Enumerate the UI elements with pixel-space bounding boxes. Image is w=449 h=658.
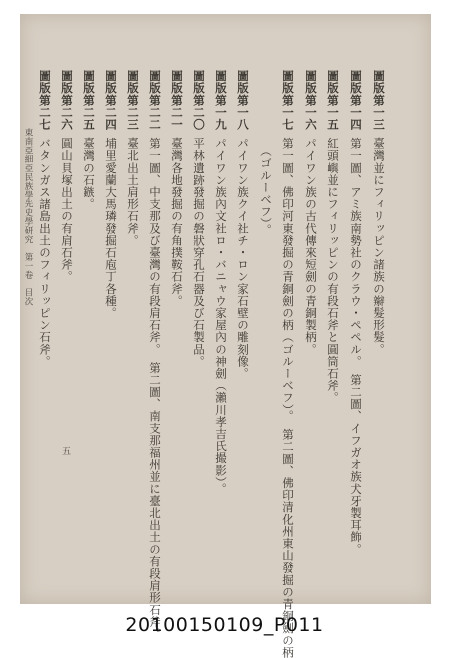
plate-label: 圖版第二四: [104, 70, 118, 131]
plate-entry-13: [373, 70, 385, 355]
plate-entry-18: [237, 70, 249, 380]
running-header: 東南亞細亞民族學先史學研究 第一卷 目次: [22, 128, 34, 306]
plate-label: 圖版第一三: [372, 70, 386, 131]
plate-label: 圖版第一六: [304, 70, 318, 131]
plate-description: 臺灣並にフィリッピン諸族の辮髮形髮。: [372, 138, 386, 356]
plate-description: 第一圖、アミ族南勢社のクラウ・ペペル。 第二圖、イフガオ族犬牙製耳飾。: [349, 138, 363, 556]
plate-label: 圖版第一八: [236, 70, 250, 131]
plate-description-continued: （ゴルーベフ）。: [259, 145, 273, 236]
plate-label: 圖版第二三: [126, 70, 140, 131]
plate-entry-25: [83, 70, 95, 210]
plate-description: パイワン族內文社ロ・バニャウ家屋內の神劍（瀨川孝吉氏撮影）。: [214, 138, 228, 495]
plate-entry-22: [149, 70, 161, 640]
plate-label: 圖版第二七: [38, 70, 52, 131]
plate-entry-17-continued: [260, 145, 272, 236]
plate-entry-14: [350, 70, 362, 555]
plate-description: 埔里愛蘭大馬璘發掘石庖丁各種。: [104, 138, 118, 320]
plate-label: 圖版第一九: [214, 70, 228, 131]
plate-description: 臺北出土肩形石斧。: [126, 138, 140, 247]
plate-description: パイワン族の古代傳來短劍の青銅製柄。: [304, 138, 318, 356]
plate-description: 圓山貝塚出土の有肩石斧。: [60, 138, 74, 283]
plate-entry-19: [215, 70, 227, 495]
document-page: [20, 14, 431, 604]
plate-description: 臺灣の石鏃。: [82, 138, 96, 211]
plate-label: 圖版第二五: [82, 70, 96, 131]
plate-entry-23: [127, 70, 139, 246]
plate-entry-15: [327, 70, 339, 404]
plate-entry-27: [39, 70, 51, 367]
plate-label: 圖版第二二: [148, 70, 162, 131]
plate-description: パイワン族クイ社チ・ロン家石壁の雕刻像。: [236, 138, 250, 380]
plate-label: 圖版第一四: [349, 70, 363, 131]
plate-label: 圖版第二〇: [192, 70, 206, 131]
image-id-caption: 20100150109_P011: [0, 614, 449, 636]
plate-label: 圖版第二一: [170, 70, 184, 131]
plate-description: 第一圖、中支那及び臺灣の有段肩石斧。 第二圖、南支那福州並に臺北出土の有段肩形石斧。: [148, 138, 162, 640]
page-number: 五: [59, 446, 72, 455]
plate-entry-17: [282, 70, 294, 658]
plate-description: 臺灣各地發掘の有角撲鞍石斧。: [170, 138, 184, 307]
plate-entry-20: [193, 70, 205, 367]
plate-label: 圖版第一七: [281, 70, 295, 131]
plate-description: バタンガス諸島出土のフィリッピン石斧。: [38, 138, 52, 368]
plate-label: 圖版第二六: [60, 70, 74, 131]
plate-label: 圖版第一五: [326, 70, 340, 131]
plate-description: 平林遺跡發掘の磐狀穿孔石器及び石製品。: [192, 138, 206, 368]
plate-entry-26: [61, 70, 73, 283]
plate-description: 第一圖、佛印河東發掘の青銅劍の柄（ゴルーベフ）。 第二圖、佛印清化州東山發掘の青銅劍の柄: [281, 138, 295, 658]
plate-description: 紅頭嶼並にフィリッピンの有段石斧と圓筒石斧。: [326, 138, 340, 404]
plate-entry-16: [305, 70, 317, 355]
plate-entry-21: [171, 70, 183, 307]
plate-entry-24: [105, 70, 117, 319]
